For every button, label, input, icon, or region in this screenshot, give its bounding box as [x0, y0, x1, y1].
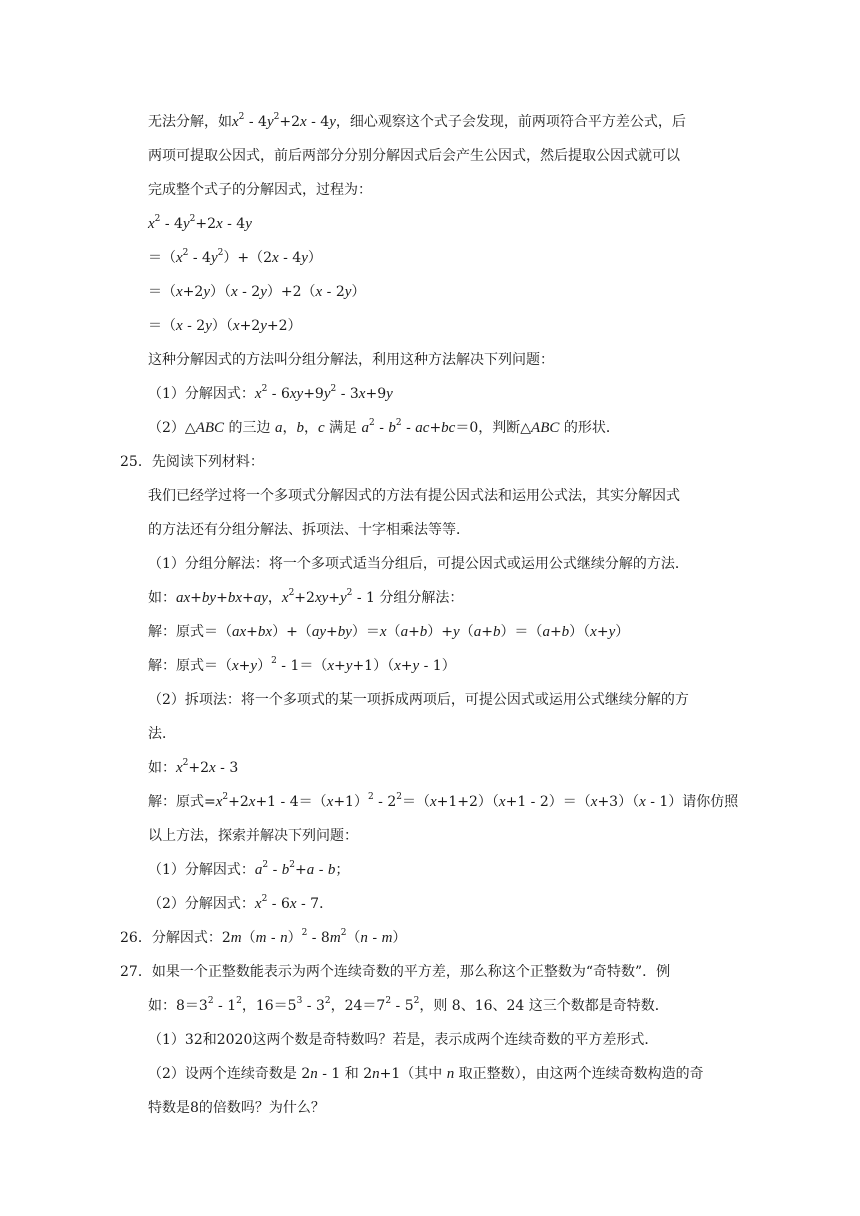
text-line: 无法分解，如$x^2 - 4y^2+2x - 4y$，细心观察这个式子会发现，前两项符合平方差公式，后 [148, 112, 686, 130]
math-line: 解：原式$=x^2+2x+1 - 4=(x+1)^2 - 2^2=(x+1+2)(x+1 - 2)=(x+3)(x - 1)$请你仿照 [148, 792, 739, 810]
text-line: （2）拆项法：将一个多项式的某一项拆成两项后，可提公因式或运用公式继续分解的方 [148, 692, 689, 708]
text-line: 完成整个式子的分解因式，过程为： [148, 182, 372, 198]
math-line: ＝（x+2y）（x - 2y）+2（x - 2y） [148, 284, 366, 300]
text-line: 两项可提取公因式，前后两部分分别分解因式后会产生公因式，然后提取公因式就可以 [148, 148, 680, 164]
question-part: （1）分解因式：$a^2 - b^2+a - b$； [148, 860, 350, 878]
question-27-title: 27．如果一个正整数能表示为两个连续奇数的平方差，那么称这个正整数为“奇特数”．例 [120, 964, 671, 980]
text-line: 这种分解因式的方法叫分组分解法，利用这种方法解决下列问题： [148, 352, 554, 368]
question-part: （1）32和2020这两个数是奇特数吗？若是，表示成两个连续奇数的平方差形式． [148, 1032, 659, 1048]
math-line: 如：$x^2+2x - 3$ [148, 758, 239, 776]
math-line: 解：原式$=(x+y)^2 - 1=(x+y+1)(x+y - 1)$ [148, 656, 456, 674]
question-part: （2）设两个连续奇数是 2n - 1 和 2n+1（其中 n 取正整数），由这两个连续奇数构造的奇 [148, 1066, 704, 1082]
math-line: 如：ax+by+bx+ay，$x^2+2xy+y^2 - 1$ 分组分解法： [148, 588, 464, 606]
question-25-title: 25．先阅读下列材料： [120, 454, 264, 470]
question-26: 26．分解因式：$2m(m - n)^2 - 8m^2(n - m)$ [120, 928, 407, 946]
math-line: 解：原式＝（ax+bx）+（ay+by）＝x（a+b）+y（a+b）＝（a+b）（x+y） [148, 624, 630, 640]
text-line: 的方法还有分组分解法、拆项法、十字相乘法等等． [148, 522, 470, 538]
math-line: $=(x^2 - 4y^2)+(2x - 4y)$ [148, 248, 322, 266]
math-line: 如：$8=3^2 - 1^2$，$16=5^3 - 3^2$，$24=7^2 - 5^2$，则 8、16、24 这三个数都是奇特数． [148, 996, 669, 1014]
question-part: （2）分解因式：$x^2 - 6x - 7$． [148, 894, 334, 912]
question-part: （2）△ABC 的三边 a，b，c 满足 $a^2 - b^2 - ac+bc=0$，判断△ABC 的形状． [148, 418, 620, 436]
math-line: $x^2 - 4y^2+2x - 4y$ [148, 214, 252, 232]
text-line: （1）分组分解法：将一个多项式适当分组后，可提公因式或运用公式继续分解的方法． [148, 556, 689, 572]
text-line: 法． [148, 726, 176, 742]
text-line: 以上方法，探索并解决下列问题： [148, 828, 358, 844]
text-line: 我们已经学过将一个多项式分解因式的方法有提公因式法和运用公式法，其实分解因式 [148, 488, 680, 504]
text-line: 特数是8的倍数吗？为什么？ [148, 1100, 325, 1116]
question-part: （1）分解因式：$x^2 - 6xy+9y^2 - 3x+9y$ [148, 384, 393, 402]
math-line: ＝（x - 2y）（x+2y+2） [148, 318, 302, 334]
line-1-start: 无法分解，如 [148, 114, 232, 130]
